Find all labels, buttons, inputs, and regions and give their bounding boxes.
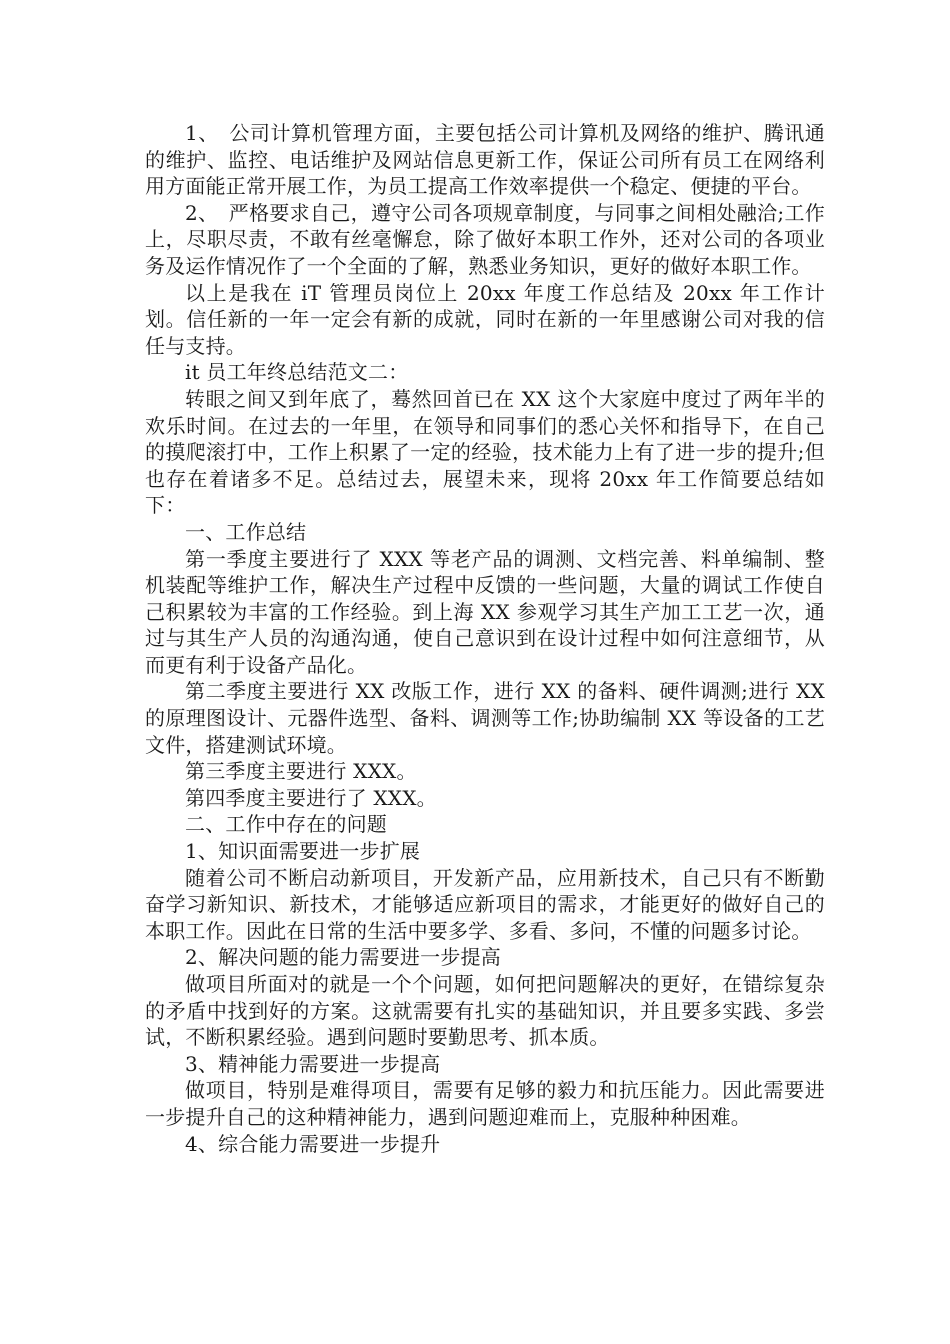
paragraph-intro: 转眼之间又到年底了，蓦然回首已在 XX 这个大家庭中度过了两年半的欢乐时间。在过去的一年里，在领导和同事们的悉心关怀和指导下，在自己的摸爬滚打中，工作上积累了一定的经验，技术能力上有了进一步的提升;但也存在着诸多不足。总结过去，展望未来，现将 20xx 年工作简要总结如下： — [145, 386, 825, 518]
paragraph-mental-ability: 做项目，特别是难得项目，需要有足够的毅力和抗压能力。因此需要进一步提升自己的这种精神能力，遇到问题迎难而上，克服种种困难。 — [145, 1078, 825, 1129]
subheading-knowledge: 1、知识面需要进一步扩展 — [185, 839, 421, 864]
paragraph-summary-closing: 以上是我在 iT 管理员岗位上 20xx 年度工作总结及 20xx 年工作计划。信任新的一年一定会有新的成就，同时在新的一年里感谢公司对我的信任与支持。 — [145, 280, 825, 358]
document-body — [145, 120, 825, 1157]
paragraph-q3: 第三季度主要进行 XXX。 — [185, 759, 417, 784]
paragraph-q2: 第二季度主要进行 XX 改版工作，进行 XX 的备料、硬件调测;进行 XX 的原理图设计、元器件选型、备料、调测等工作;协助编制 XX 等设备的工艺文件，搭建测试环境。 — [145, 679, 825, 757]
paragraph-it-management: 1、 公司计算机管理方面，主要包括公司计算机及网络的维护、腾讯通的维护、监控、电话维护及网站信息更新工作，保证公司所有员工在网络利用方面能正常开展工作，为员工提高工作效率提供一个稳定、便捷的平台。 — [145, 121, 825, 199]
paragraph-q1: 第一季度主要进行了 XXX 等老产品的调测、文档完善、料单编制、整机装配等维护工作，解决生产过程中反馈的一些问题，大量的调试工作使自己积累较为丰富的工作经验。到上海 XX 参观学习其生产加工工艺一次，通过与其生产人员的沟通沟通，使自己意识到在设计过程中如何注意细节，从而更有利于设备产品化。 — [145, 546, 825, 677]
paragraph-q4: 第四季度主要进行了 XXX。 — [185, 785, 437, 810]
subheading-problem-solving: 2、解决问题的能力需要进一步提高 — [185, 945, 501, 970]
subheading-mental-ability: 3、精神能力需要进一步提高 — [185, 1051, 441, 1076]
paragraph-knowledge: 随着公司不断启动新项目，开发新产品，应用新技术，自己只有不断勤奋学习新知识、新技术，才能够适应新项目的需求，才能更好的做好自己的本职工作。因此在日常的生活中要多学、多看、多问，不懂的问题多讨论。 — [145, 865, 825, 943]
subheading-comprehensive-ability: 4、综合能力需要进一步提升 — [185, 1131, 441, 1156]
heading-work-summary: 一、工作总结 — [185, 519, 307, 544]
paragraph-self-discipline: 2、 严格要求自己，遵守公司各项规章制度，与同事之间相处融洽;工作上，尽职尽责，不敢有丝毫懈怠，除了做好本职工作外，还对公司的各项业务及运作情况作了一个全面的了解，熟悉业务知识，更好的做好本职工作。 — [145, 200, 825, 278]
heading-problems: 二、工作中存在的问题 — [185, 812, 387, 837]
paragraph-problem-solving: 做项目所面对的就是一个个问题，如何把问题解决的更好，在错综复杂的矛盾中找到好的方案。这就需要有扎实的基础知识，并且要多实践、多尝试，不断积累经验。遇到问题时要勤思考、抓本质。 — [145, 972, 825, 1050]
section-title-sample-two: it 员工年终总结范文二： — [185, 360, 409, 385]
